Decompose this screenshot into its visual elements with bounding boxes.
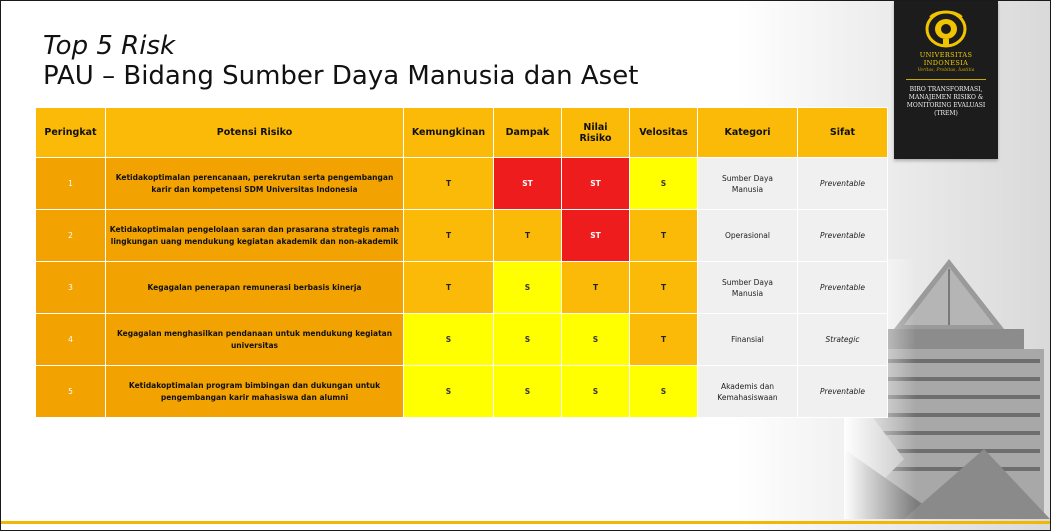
table-row [36,210,888,262]
velositas-cell: S [630,158,698,210]
sifat-cell: Preventable [798,262,888,314]
kategori-cell [698,366,798,418]
footer-accent-line [1,521,1050,524]
rank-cell: 2 [36,210,106,262]
velositas-cell: S [630,366,698,418]
rank-cell: 5 [36,366,106,418]
dampak-cell: S [494,366,562,418]
sifat-cell: Preventable [798,158,888,210]
logo-divider [906,79,986,80]
nilai-risiko-cell: S [562,314,630,366]
kemungkinan-cell: S [404,314,494,366]
logo-department [894,86,998,118]
risk-table [35,107,888,418]
table-row [36,262,888,314]
risk-description-cell: Ketidakoptimalan pengelolaan saran dan prasarana strategis ramah lingkungan uang mendukung kegiatan akademik dan non-akademik [106,210,404,262]
header-kemungkinan: Kemungkinan [404,108,494,158]
table-row [36,366,888,418]
logo-motto: Veritas, Probitas, Iustitia [917,68,975,73]
makara-emblem-icon [924,9,968,49]
kategori-line-1: Sumber Daya [721,173,774,183]
dampak-cell: T [494,210,562,262]
velositas-cell: T [630,210,698,262]
slide-title: Top 5 Risk [43,31,176,61]
logo-line-2: INDONESIA [923,59,969,67]
header-kategori: Kategori [698,108,798,158]
risk-description-cell: Ketidakoptimalan perencanaan, perekrutan serta pengembangan karir dan kompetensi SDM Universitas Indonesia [106,158,404,210]
risk-description-cell: Kegagalan penerapan remunerasi berbasis kinerja [106,262,404,314]
header-sifat: Sifat [798,108,888,158]
slide-subtitle: PAU – Bidang Sumber Daya Manusia dan Aset [43,61,639,91]
nilai-risiko-cell: T [562,262,630,314]
dept-line-1: BIRO TRANSFORMASI, [909,86,983,93]
nilai-risiko-cell: S [562,366,630,418]
kategori-cell: Finansial [698,314,798,366]
rank-cell: 1 [36,158,106,210]
kategori-line-2: Kemahasiswaan [717,392,778,402]
table-row [36,158,888,210]
nilai-risiko-cell: ST [562,158,630,210]
logo-university-name [894,51,998,67]
sifat-cell: Strategic [798,314,888,366]
header-dampak: Dampak [494,108,562,158]
risk-description-cell: Kegagalan menghasilkan pendanaan untuk mendukung kegiatan universitas [106,314,404,366]
kemungkinan-cell: T [404,262,494,314]
dept-line-2: MANAJEMEN RISIKO & [908,94,984,101]
table-header-row [36,108,888,158]
dampak-cell: S [494,314,562,366]
dampak-cell: S [494,262,562,314]
velositas-cell: T [630,314,698,366]
kategori-cell: Operasional [698,210,798,262]
dept-line-3: MONITORING EVALUASI [906,102,986,109]
sifat-cell: Preventable [798,210,888,262]
header-nilai-line-1: Nilai [583,121,608,133]
dept-line-4: (TREM) [934,110,958,117]
kategori-cell [698,262,798,314]
kategori-line-2: Manusia [731,184,764,194]
sifat-cell: Preventable [798,366,888,418]
kemungkinan-cell: T [404,210,494,262]
velositas-cell: T [630,262,698,314]
header-nilai-risiko [562,108,630,158]
university-logo-panel [894,1,998,159]
kategori-line-1: Akademis dan [720,381,775,391]
header-potensi-risiko: Potensi Risiko [106,108,404,158]
kemungkinan-cell: S [404,366,494,418]
kemungkinan-cell: T [404,158,494,210]
logo-line-1: UNIVERSITAS [919,51,973,59]
dampak-cell: ST [494,158,562,210]
rank-cell: 4 [36,314,106,366]
kategori-line-2: Manusia [731,288,764,298]
nilai-risiko-cell: ST [562,210,630,262]
kategori-line-1: Sumber Daya [721,277,774,287]
rank-cell: 3 [36,262,106,314]
table-row [36,314,888,366]
header-nilai-line-2: Risiko [579,132,612,144]
header-peringkat: Peringkat [36,108,106,158]
kategori-cell [698,158,798,210]
header-velositas: Velositas [630,108,698,158]
risk-description-cell: Ketidakoptimalan program bimbingan dan dukungan untuk pengembangan karir mahasiswa dan alumni [106,366,404,418]
